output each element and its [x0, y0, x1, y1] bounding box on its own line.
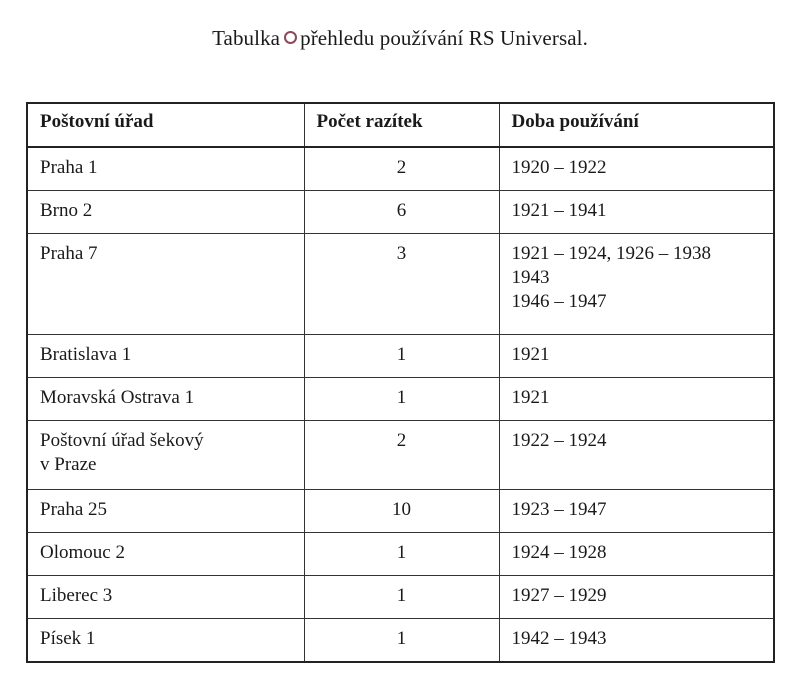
office-name: Olomouc 2	[40, 542, 125, 563]
period-text: 1946 – 1947	[511, 291, 607, 312]
count-cell: 3	[304, 234, 499, 335]
period-cell	[499, 576, 774, 619]
header-stamp-count: Počet razítek	[304, 103, 499, 147]
office-cell	[27, 234, 304, 335]
period-text: 1921 – 1924, 1926 – 1938	[511, 243, 711, 264]
office-cell	[27, 576, 304, 619]
office-cell	[27, 378, 304, 421]
office-name: Liberec 3	[40, 585, 113, 606]
count-cell: 2	[304, 147, 499, 191]
office-name: Brno 2	[40, 200, 93, 221]
office-name-continued: v Praze	[40, 454, 97, 475]
table-row	[27, 490, 774, 533]
header-post-office: Poštovní úřad	[27, 103, 304, 147]
office-name: Moravská Ostrava 1	[40, 387, 195, 408]
count-cell: 10	[304, 490, 499, 533]
period-cell	[499, 147, 774, 191]
header-usage-period: Doba používání	[499, 103, 774, 147]
page-title	[0, 26, 800, 51]
ring-mark-icon	[284, 31, 297, 44]
period-text: 1920 – 1922	[511, 157, 607, 178]
period-cell	[499, 234, 774, 335]
office-cell	[27, 191, 304, 234]
table-row	[27, 421, 774, 490]
table-row	[27, 335, 774, 378]
office-cell	[27, 619, 304, 663]
office-name: Písek 1	[40, 628, 96, 649]
period-text: 1924 – 1928	[511, 542, 607, 563]
period-text: 1922 – 1924	[511, 430, 607, 451]
title-text-before: Tabulka	[212, 26, 281, 50]
count-cell: 1	[304, 576, 499, 619]
period-text: 1923 – 1947	[511, 499, 607, 520]
period-text: 1942 – 1943	[511, 628, 607, 649]
count-cell: 1	[304, 335, 499, 378]
period-cell	[499, 191, 774, 234]
table-row	[27, 619, 774, 663]
table-row	[27, 234, 774, 335]
count-cell: 2	[304, 421, 499, 490]
table-row	[27, 191, 774, 234]
period-text: 1921 – 1941	[511, 200, 607, 221]
period-text: 1927 – 1929	[511, 585, 607, 606]
period-cell	[499, 619, 774, 663]
count-cell: 1	[304, 619, 499, 663]
table-row	[27, 533, 774, 576]
table-row	[27, 147, 774, 191]
period-cell	[499, 421, 774, 490]
office-name: Praha 1	[40, 157, 98, 178]
office-cell	[27, 147, 304, 191]
table-row	[27, 378, 774, 421]
office-cell	[27, 490, 304, 533]
stamp-usage-table	[26, 102, 775, 663]
office-cell	[27, 421, 304, 490]
period-cell	[499, 533, 774, 576]
period-text: 1943	[511, 267, 550, 288]
office-name: Praha 25	[40, 499, 108, 520]
period-cell	[499, 490, 774, 533]
table-header-row	[27, 103, 774, 147]
count-cell: 1	[304, 533, 499, 576]
title-text-after: přehledu používání RS Universal.	[300, 26, 588, 50]
table-row	[27, 576, 774, 619]
period-text: 1921	[511, 344, 550, 365]
count-cell: 6	[304, 191, 499, 234]
office-cell	[27, 533, 304, 576]
office-cell	[27, 335, 304, 378]
office-name: Bratislava 1	[40, 344, 132, 365]
count-cell: 1	[304, 378, 499, 421]
period-cell	[499, 335, 774, 378]
office-name: Poštovní úřad šekový	[40, 430, 204, 451]
period-cell	[499, 378, 774, 421]
period-text: 1921	[511, 387, 550, 408]
office-name: Praha 7	[40, 243, 98, 264]
